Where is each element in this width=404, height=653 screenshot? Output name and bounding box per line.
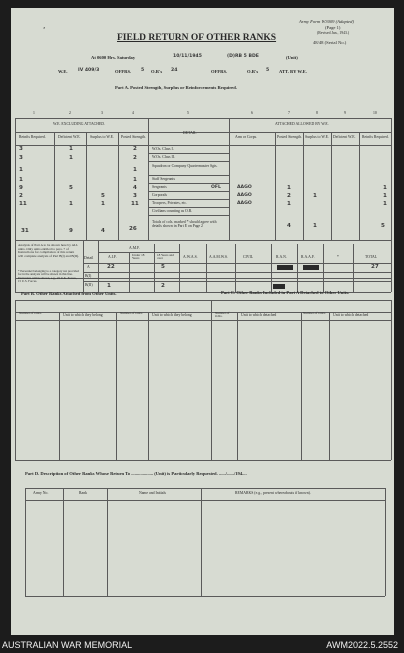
analysis-value: 1 [107, 283, 111, 289]
cell-value: 2 [133, 155, 137, 161]
analysis-head: CIVIL [243, 255, 254, 259]
row-detail: Troopers, Privates, etc. [152, 201, 187, 205]
part-b-col: Number of O.Rs. [19, 311, 42, 315]
at-label: At 0600 Hrs. Saturday [91, 55, 136, 60]
ors-value: 24 [171, 68, 178, 73]
footer-right: AWM2022.5.2552 [326, 640, 398, 650]
part-c-col: Unit to which detached [241, 313, 277, 317]
detail-heading: DETAIL [183, 131, 197, 135]
cell-value: 11 [131, 201, 139, 207]
total-value: 5 [381, 223, 385, 229]
document-sheet [11, 8, 394, 635]
col-number: 2 [69, 111, 71, 115]
cell-value: 1 [133, 177, 137, 183]
cell-value: 5 [69, 185, 73, 191]
part-b-col: Number of O.Rs. [120, 311, 143, 315]
col-number: 6 [251, 111, 253, 115]
page-label: (Page 1) [325, 25, 341, 30]
col-head: Reinfts Required. [19, 135, 46, 139]
cell-value: 1 [133, 167, 137, 173]
col-head: Surplus to W.E. [90, 135, 114, 139]
col-head: Posted Strength. [121, 135, 146, 139]
col-number: 9 [344, 111, 346, 115]
col-head: Posted Strength. [277, 135, 302, 139]
row-detail: Corporals [152, 193, 167, 197]
we-label: W.E. [58, 69, 68, 74]
cell-value: 9 [19, 185, 23, 191]
part-b-col: Unit to which they belong [152, 313, 192, 317]
col-number: 3 [101, 111, 103, 115]
analysis-row-label: B(II) [85, 283, 93, 287]
cell-value: 11 [19, 201, 27, 207]
cell-value: 1 [19, 167, 23, 173]
footer-left: AUSTRALIAN WAR MEMORIAL [2, 640, 133, 650]
col-head: Surplus to W.E. [305, 135, 329, 139]
analysis-head: A.I.F. [108, 255, 117, 259]
cell-value: 1 [69, 146, 73, 152]
corner-mark: ‘ [43, 27, 46, 33]
analysis-head: Under 18 Years [132, 253, 145, 261]
row-detail: Sergeants [152, 185, 167, 189]
part-c-title: Part C. Other Ranks Included in Part A Detached to Other Units. [221, 290, 350, 295]
cell-value: 2 [133, 146, 137, 152]
col-number: 1 [33, 111, 35, 115]
analysis-head: 18 Years and over [157, 253, 174, 261]
cell-value: AAGO [237, 185, 252, 190]
army-form-label: Army Form W3009 (Adapted) [299, 19, 354, 24]
redacted-cell [273, 284, 285, 289]
revised-label: (Revised Jan., 1943.) [317, 31, 350, 35]
analysis-head: R.A.A.F. [301, 255, 315, 259]
row-detail: Staff Sergeants [152, 177, 175, 181]
totals-detail: Totals of cols. marked * should agree with details shown in Part E on Page 2 [152, 220, 217, 229]
col-number: 10 [373, 111, 377, 115]
part-d-col: Army No. [33, 491, 49, 495]
cell-value: 5 [101, 193, 105, 199]
col-head: Arm or Corps. [235, 135, 258, 139]
analysis-row-label: B(I) [85, 274, 92, 278]
analysis-value: 2 [161, 283, 165, 289]
cell-value: 1 [383, 193, 387, 199]
total-value: 4 [101, 228, 105, 234]
offrs-value: 5 [141, 68, 145, 73]
analysis-value: 5 [161, 264, 165, 270]
cell-value: 1 [287, 201, 291, 207]
row-detail: Civilians counting as O.R. [152, 209, 193, 213]
cell-value: 3 [133, 193, 137, 199]
analysis-value: 27 [371, 264, 379, 270]
ors2-value: 5 [266, 68, 270, 73]
row-detail: Squadron or Company Quartermaster Sgts. [152, 164, 218, 168]
total-value: 1 [313, 223, 317, 229]
analysis-row-label: A [87, 265, 90, 269]
amf-heading: A.M.F. [129, 246, 140, 250]
part-b-col: Unit to which they belong [63, 313, 103, 317]
col-number: 4 [132, 111, 134, 115]
part-d-col: Name and Initials [139, 491, 166, 495]
offrs-label: OFFRS. [115, 69, 132, 74]
col-head: Reinfts Required. [362, 135, 389, 139]
redacted-cell [277, 265, 293, 270]
part-d-title: Part D. Description of Other Ranks Whose Return To ................... (Unit) is Particularly Requested. ....../....../194.... [25, 471, 247, 476]
total-value: 9 [69, 228, 73, 234]
ors2-label: O.R's [247, 69, 259, 74]
form-title: FIELD RETURN OF OTHER RANKS [117, 33, 277, 43]
analysis-head: A.A.M.W.S. [209, 255, 228, 259]
analysis-head: * [337, 255, 339, 259]
group-right-heading: ATTACHED ALLOWED BY W.E. [275, 122, 329, 126]
part-c-col: Unit to which detached [333, 313, 369, 317]
unit-label: (Unit) [286, 55, 298, 60]
cell-value: 1 [19, 177, 23, 183]
col-head: Deficient W.E. [58, 135, 81, 139]
cell-value: 1 [101, 201, 105, 207]
unit-name: (D)RB 5 BDE [227, 54, 259, 59]
cell-value: 1 [383, 185, 387, 191]
row-detail: W.Os. Class I. [152, 147, 174, 151]
att-label: ATT. BY W.E. [279, 69, 307, 74]
we-value: IV 409/3 [78, 68, 100, 73]
cell-value: 1 [69, 201, 73, 207]
cell-value: AAGO [237, 193, 252, 198]
analysis-value: 22 [107, 264, 115, 270]
cell-value: 1 [383, 201, 387, 207]
total-value: 31 [21, 228, 29, 234]
part-d-col: REMARKS (e.g., present whereabouts if known). [235, 491, 311, 495]
analysis-note-2: * Personnel belonging to a category not provided for in the analysis will be shown in this line. Particulars will be shown, e.g., 25 U.K. Forces, 15 U.S. Forces. [18, 269, 79, 284]
cell-value: 4 [133, 185, 137, 191]
analysis-head: A.W.A.S. [183, 255, 198, 259]
part-b-title: Part B. Other Ranks Attached from Other Units. [21, 291, 117, 296]
col-head: Deficient W.E. [333, 135, 356, 139]
analysis-detail-head: Detail [84, 256, 94, 260]
cell-value: 3 [19, 146, 23, 152]
col-number: 7 [288, 111, 290, 115]
analysis-note: Analysis of Part A to be shown here by ALL units. Only units entitled to para. 7 of Instructions for compilation of this return will complete analysis of Part B(I) and B(II). [18, 243, 80, 259]
cell-value: 3 [19, 155, 23, 161]
cell-value: OFL [211, 185, 221, 190]
cell-value: 2 [19, 193, 23, 199]
serial-label: 48/48 (Serial No.) [313, 40, 347, 45]
redacted-cell [303, 265, 319, 270]
total-value: 26 [129, 226, 137, 232]
row-detail: W.Os. Class II. [152, 155, 175, 159]
cell-value: 2 [287, 193, 291, 199]
analysis-head: TOTAL [365, 255, 378, 259]
part-c-col: Number of O.Rs. [303, 311, 326, 315]
analysis-head: R.A.N. [276, 255, 287, 259]
return-date: 10/11/1945 [173, 54, 202, 59]
col-number: 8 [316, 111, 318, 115]
part-d-col: Rank [79, 491, 88, 495]
cell-value: 1 [313, 193, 317, 199]
col-number: 5 [187, 111, 189, 115]
group-left-heading: W.E. EXCLUDING ATTACHED. [53, 122, 105, 126]
cell-value: 1 [287, 185, 291, 191]
part-a-heading: Part A. Posted Strength, Surplus or Reinforcements Required. [115, 85, 237, 90]
cell-value: AAGO [237, 201, 252, 206]
cell-value: 1 [69, 155, 73, 161]
part-c-col: Number of O.Rs. [215, 311, 230, 319]
ors-label: O.R's [151, 69, 163, 74]
offrs2-label: OFFRS. [211, 69, 228, 74]
total-value: 4 [287, 223, 291, 229]
